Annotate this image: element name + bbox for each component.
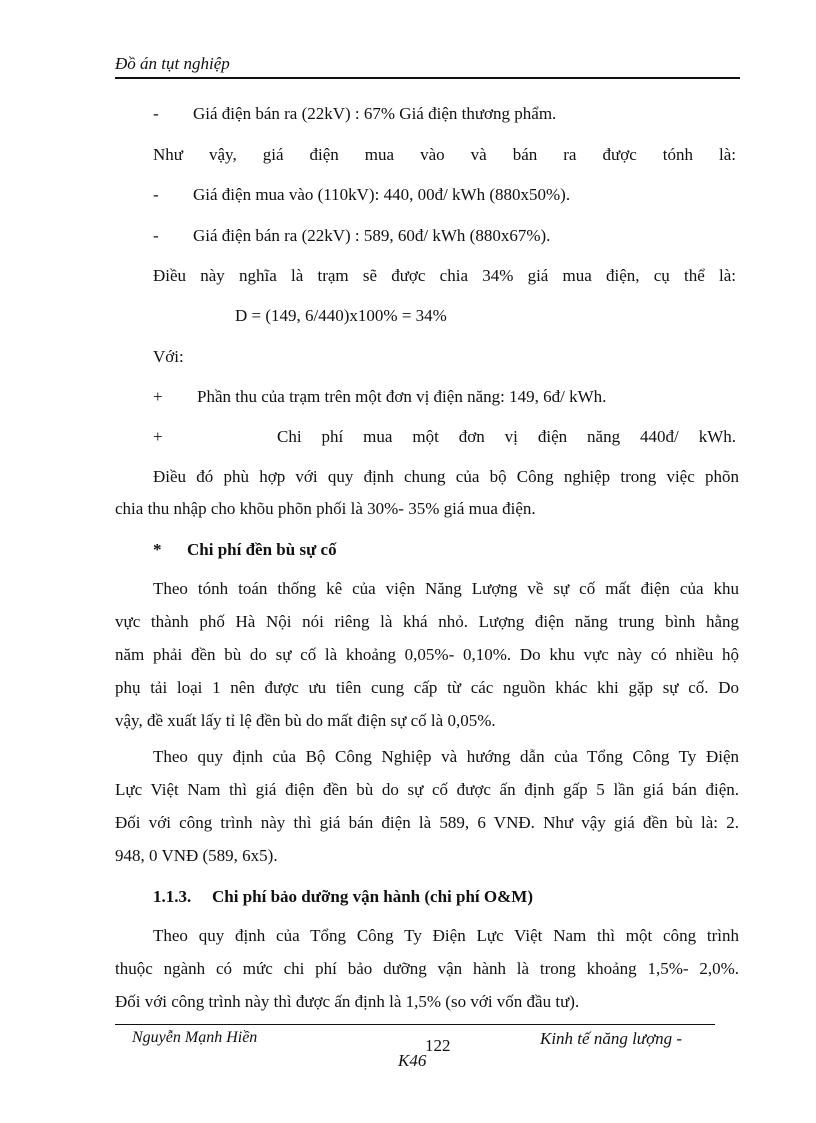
text-line: Chi phí mua một đơn vị điện năng 440đ/ kWh.: [277, 427, 736, 446]
bullet-plus: +: [153, 427, 163, 446]
section-number: 1.1.3.: [153, 887, 192, 906]
text-line: năm phải đền bù do sự cố là khoảng 0,05%- 0,10%. Do khu vực này có nhiều hộ: [115, 645, 739, 664]
text-line: Với:: [153, 347, 184, 366]
text-line: Đối với công trình này thì được ấn định là 1,5% (so với vốn đầu tư).: [115, 992, 580, 1011]
bullet-dash: -: [153, 104, 159, 123]
text-line: Giá điện mua vào (110kV): 440, 00đ/ kWh (880x50%).: [193, 185, 571, 204]
text-line: chia thu nhập cho khõu phõn phối là 30%- 35% giá mua điện.: [115, 499, 536, 518]
bullet-dash: -: [153, 226, 159, 245]
bullet-dash: -: [153, 185, 159, 204]
text-line: 948, 0 VNĐ (589, 6x5).: [115, 846, 278, 865]
text-line: Theo tónh toán thống kê của viện Năng Lượng về sự cố mất điện của khu: [153, 579, 739, 598]
text-line: vực thành phố Hà Nội nói riêng là khá nhỏ. Lượng điện năng trung bình hằng: [115, 612, 739, 631]
text-line: phụ tải loại 1 nên được ưu tiên cung cấp từ các nguồn khác khi gặp sự cố. Do: [115, 678, 739, 697]
subheading: Chi phí đền bù sự cố: [187, 540, 337, 559]
text-line: Điều này nghĩa là trạm sẽ được chia 34% giá mua điện, cụ thể là:: [153, 266, 736, 285]
page-number: 122: [425, 1036, 451, 1055]
text-line: Giá điện bán ra (22kV) : 589, 60đ/ kWh (880x67%).: [193, 226, 551, 245]
text-line: Lực Việt Nam thì giá điện đền bù do sự cố được ấn định gấp 5 lần giá bán điện.: [115, 780, 739, 799]
text-line: Như vậy, giá điện mua vào và bán ra được tónh là:: [153, 145, 736, 164]
text-line: vậy, đề xuất lấy tỉ lệ đền bù do mất điện sự cố là 0,05%.: [115, 711, 496, 730]
footer-author: Nguyễn Mạnh Hiền: [132, 1029, 258, 1046]
text-line: Giá điện bán ra (22kV) : 67% Giá điện thương phẩm.: [193, 104, 557, 123]
footer-class-code: K46: [398, 1051, 427, 1070]
bullet-plus: +: [153, 387, 163, 406]
heading-star: *: [153, 540, 162, 559]
text-line: Theo quy định của Tổng Công Ty Điện Lực Việt Nam thì một công trình: [153, 926, 739, 945]
text-line: Đối với công trình này thì giá bán điện là 589, 6 VNĐ. Như vậy giá đền bù là: 2.: [115, 813, 739, 832]
text-line: thuộc ngành có mức chi phí bảo dưỡng vận hành là trong khoảng 1,5%- 2,0%.: [115, 959, 739, 978]
text-line: Theo quy định của Bộ Công Nghiệp và hướng dẫn của Tổng Công Ty Điện: [153, 747, 739, 766]
formula: D = (149, 6/440)x100% = 34%: [235, 306, 447, 325]
section-title: Chi phí bảo dưỡng vận hành (chi phí O&M): [212, 887, 533, 906]
text-line: Điều đó phù hợp với quy định chung của bộ Công nghiệp trong việc phõn: [153, 467, 739, 486]
text-line: Phần thu của trạm trên một đơn vị điện năng: 149, 6đ/ kWh.: [197, 387, 607, 406]
header-title: Đồ án tụt nghiệp: [115, 54, 230, 73]
footer-department: Kinh tế năng lượng -: [540, 1029, 683, 1048]
footer-rule: [115, 1024, 715, 1025]
header-rule: [115, 77, 740, 79]
